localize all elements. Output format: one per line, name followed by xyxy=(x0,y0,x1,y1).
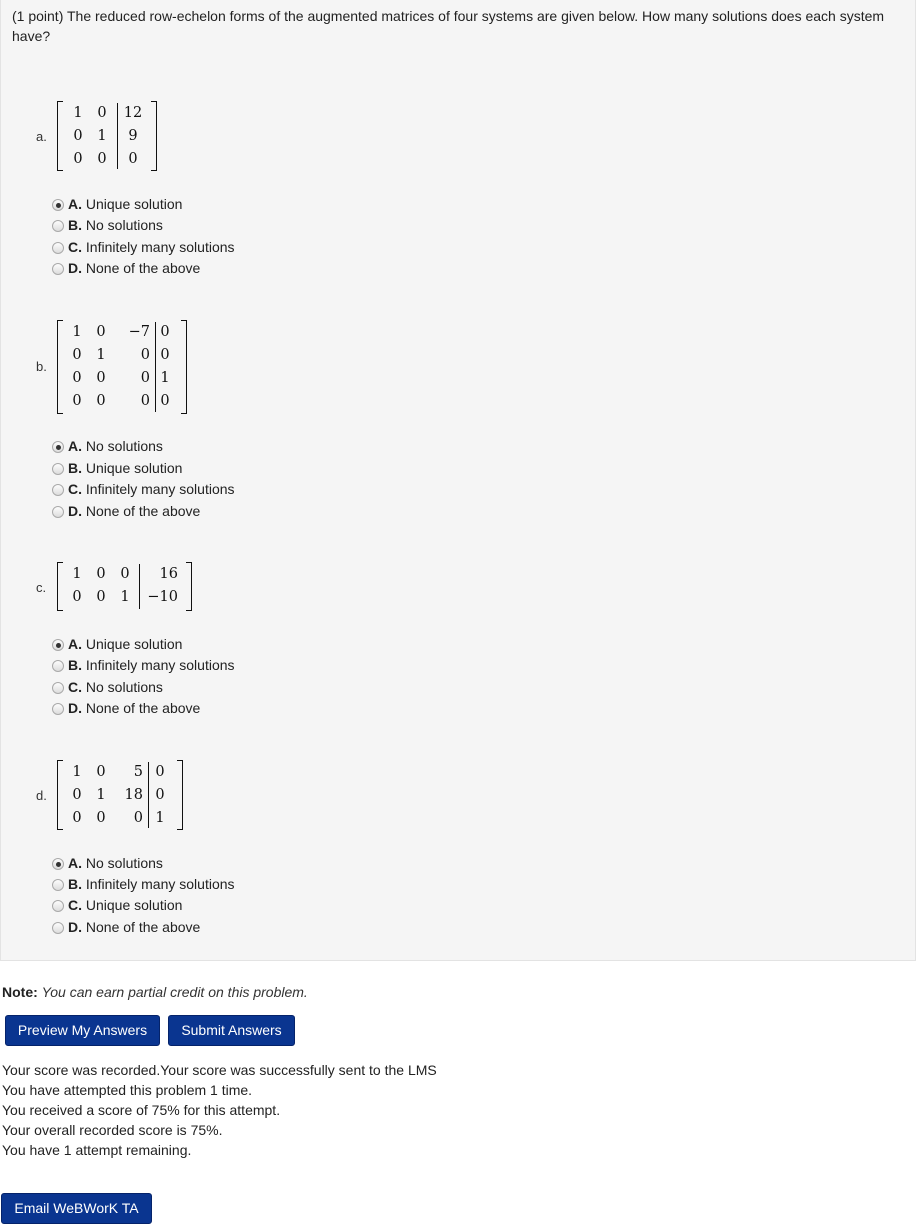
matrix-cell: 16 xyxy=(159,566,178,582)
option-c-D[interactable] xyxy=(52,699,200,717)
option-c-C[interactable] xyxy=(52,678,163,696)
option-d-C[interactable] xyxy=(52,896,182,914)
option-key: A. xyxy=(68,438,82,454)
radio-button[interactable] xyxy=(52,922,64,934)
option-key: B. xyxy=(68,217,82,233)
option-key: D. xyxy=(68,919,82,935)
option-b-D[interactable] xyxy=(52,502,200,520)
matrix-cell: 0 xyxy=(133,810,143,826)
problem-prompt: (1 point) The reduced row-echelon forms of the augmented matrices of four systems are given below. How many solutions does each system have? xyxy=(12,8,885,44)
matrix-a xyxy=(57,101,157,171)
matrix-cell: 0 xyxy=(73,128,83,144)
radio-button[interactable] xyxy=(52,242,64,254)
matrix-left-bracket xyxy=(57,760,63,830)
option-d-A[interactable] xyxy=(52,854,163,872)
matrix-cell: 1 xyxy=(72,764,82,780)
radio-button[interactable] xyxy=(52,639,64,651)
email-ta-button[interactable]: Email WeBWorK TA xyxy=(1,1193,152,1224)
option-key: A. xyxy=(68,855,82,871)
matrix-right-bracket xyxy=(181,320,187,414)
radio-button[interactable] xyxy=(52,263,64,275)
matrix-cell: 0 xyxy=(96,764,106,780)
matrix-cell: 0 xyxy=(96,370,106,386)
option-b-B[interactable] xyxy=(52,459,182,477)
matrix-c xyxy=(57,562,192,611)
radio-button[interactable] xyxy=(52,506,64,518)
matrix-cell: 1 xyxy=(155,810,165,826)
note-label: Note: xyxy=(2,984,38,1000)
matrix-cell: 0 xyxy=(72,589,82,605)
option-label: None of the above xyxy=(85,700,201,716)
matrix-cell: 0 xyxy=(73,151,83,167)
augment-separator xyxy=(148,762,149,828)
matrix-right-bracket xyxy=(186,562,192,611)
option-label: Infinitely many solutions xyxy=(85,876,235,892)
option-label: No solutions xyxy=(85,855,163,871)
option-label: Unique solution xyxy=(85,897,183,913)
matrix-left-bracket xyxy=(57,320,63,414)
radio-button[interactable] xyxy=(52,199,64,211)
matrix-cell: 0 xyxy=(72,787,82,803)
radio-button[interactable] xyxy=(52,220,64,232)
option-key: B. xyxy=(68,876,82,892)
attempt-score-message: You received a score of 75% for this attempt. xyxy=(2,1102,281,1118)
part-b-letter: b. xyxy=(36,359,47,374)
option-key: A. xyxy=(68,196,82,212)
remaining-attempts-message: You have 1 attempt remaining. xyxy=(2,1142,192,1158)
matrix-cell: 0 xyxy=(160,324,170,340)
option-key: C. xyxy=(68,679,82,695)
note-text: You can earn partial credit on this problem. xyxy=(41,984,308,1000)
matrix-cell: 18 xyxy=(124,787,143,803)
option-key: A. xyxy=(68,636,82,652)
matrix-d xyxy=(57,760,183,830)
option-label: Infinitely many solutions xyxy=(85,657,235,673)
matrix-cell: 0 xyxy=(96,566,106,582)
matrix-cell: 5 xyxy=(133,764,143,780)
matrix-cell: 1 xyxy=(160,370,170,386)
option-a-A[interactable] xyxy=(52,195,182,213)
matrix-cell: 1 xyxy=(120,589,130,605)
augment-separator xyxy=(117,103,118,169)
radio-button[interactable] xyxy=(52,858,64,870)
matrix-right-bracket xyxy=(151,101,157,171)
part-a-letter: a. xyxy=(36,129,47,144)
option-key: B. xyxy=(68,460,82,476)
option-label: Unique solution xyxy=(85,636,183,652)
option-key: C. xyxy=(68,481,82,497)
matrix-cell: 0 xyxy=(160,393,170,409)
matrix-cell: 0 xyxy=(155,787,165,803)
option-label: None of the above xyxy=(85,919,201,935)
matrix-cell: 1 xyxy=(96,347,106,363)
overall-score-message: Your overall recorded score is 75%. xyxy=(2,1122,223,1138)
matrix-cell: 9 xyxy=(128,128,138,144)
radio-button[interactable] xyxy=(52,660,64,672)
matrix-cell: 0 xyxy=(155,764,165,780)
option-label: None of the above xyxy=(85,503,201,519)
augment-separator xyxy=(139,564,140,609)
matrix-cell: 0 xyxy=(72,347,82,363)
option-label: No solutions xyxy=(85,438,163,454)
partial-credit-note xyxy=(2,984,308,1000)
option-label: No solutions xyxy=(85,679,163,695)
option-b-A[interactable] xyxy=(52,437,163,455)
option-label: Infinitely many solutions xyxy=(85,239,235,255)
option-d-D[interactable] xyxy=(52,918,200,936)
matrix-cell: 0 xyxy=(96,589,106,605)
part-d-letter: d. xyxy=(36,788,47,803)
matrix-cell: 0 xyxy=(140,347,150,363)
matrix-cell: 1 xyxy=(73,105,83,121)
option-label: No solutions xyxy=(85,217,163,233)
option-key: D. xyxy=(68,700,82,716)
matrix-cell: 0 xyxy=(140,393,150,409)
radio-button[interactable] xyxy=(52,463,64,475)
matrix-cell: 0 xyxy=(97,105,107,121)
submit-answers-button[interactable]: Submit Answers xyxy=(168,1015,295,1046)
part-c-letter: c. xyxy=(36,580,47,595)
matrix-cell: 0 xyxy=(72,393,82,409)
matrix-right-bracket xyxy=(177,760,183,830)
option-d-B[interactable] xyxy=(52,875,235,893)
matrix-cell: 1 xyxy=(96,787,106,803)
matrix-cell: 0 xyxy=(97,151,107,167)
radio-button[interactable] xyxy=(52,484,64,496)
matrix-cell: 1 xyxy=(72,566,82,582)
score-message: Your score was recorded.Your score was successfully sent to the LMS xyxy=(2,1062,437,1078)
matrix-cell: 0 xyxy=(96,324,106,340)
preview-answers-button[interactable]: Preview My Answers xyxy=(5,1015,160,1046)
matrix-cell: −7 xyxy=(128,324,150,340)
option-key: C. xyxy=(68,897,82,913)
option-c-B[interactable] xyxy=(52,656,235,674)
matrix-left-bracket xyxy=(57,562,63,611)
matrix-b xyxy=(57,320,187,414)
matrix-cell: 0 xyxy=(96,810,106,826)
option-key: B. xyxy=(68,657,82,673)
option-a-C[interactable] xyxy=(52,238,235,256)
matrix-cell: 0 xyxy=(140,370,150,386)
matrix-cell: 12 xyxy=(123,105,143,121)
matrix-left-bracket xyxy=(57,101,63,171)
option-label: Infinitely many solutions xyxy=(85,481,235,497)
option-key: D. xyxy=(68,260,82,276)
matrix-cell: 0 xyxy=(120,566,130,582)
attempts-message: You have attempted this problem 1 time. xyxy=(2,1082,253,1098)
option-c-A[interactable] xyxy=(52,635,182,653)
matrix-cell: 1 xyxy=(72,324,82,340)
matrix-cell: 1 xyxy=(97,128,107,144)
radio-button[interactable] xyxy=(52,441,64,453)
option-label: Unique solution xyxy=(85,460,183,476)
option-a-D[interactable] xyxy=(52,259,200,277)
matrix-cell: 0 xyxy=(128,151,138,167)
matrix-cell: 0 xyxy=(72,810,82,826)
option-b-C[interactable] xyxy=(52,480,235,498)
option-label: None of the above xyxy=(85,260,201,276)
option-key: C. xyxy=(68,239,82,255)
radio-button[interactable] xyxy=(52,682,64,694)
radio-button[interactable] xyxy=(52,703,64,715)
radio-button[interactable] xyxy=(52,879,64,891)
radio-button[interactable] xyxy=(52,900,64,912)
matrix-cell: 0 xyxy=(96,393,106,409)
option-a-B[interactable] xyxy=(52,216,163,234)
option-key: D. xyxy=(68,503,82,519)
matrix-cell: −10 xyxy=(147,589,178,605)
option-label: Unique solution xyxy=(85,196,183,212)
augment-separator xyxy=(155,322,156,412)
matrix-cell: 0 xyxy=(160,347,170,363)
matrix-cell: 0 xyxy=(72,370,82,386)
